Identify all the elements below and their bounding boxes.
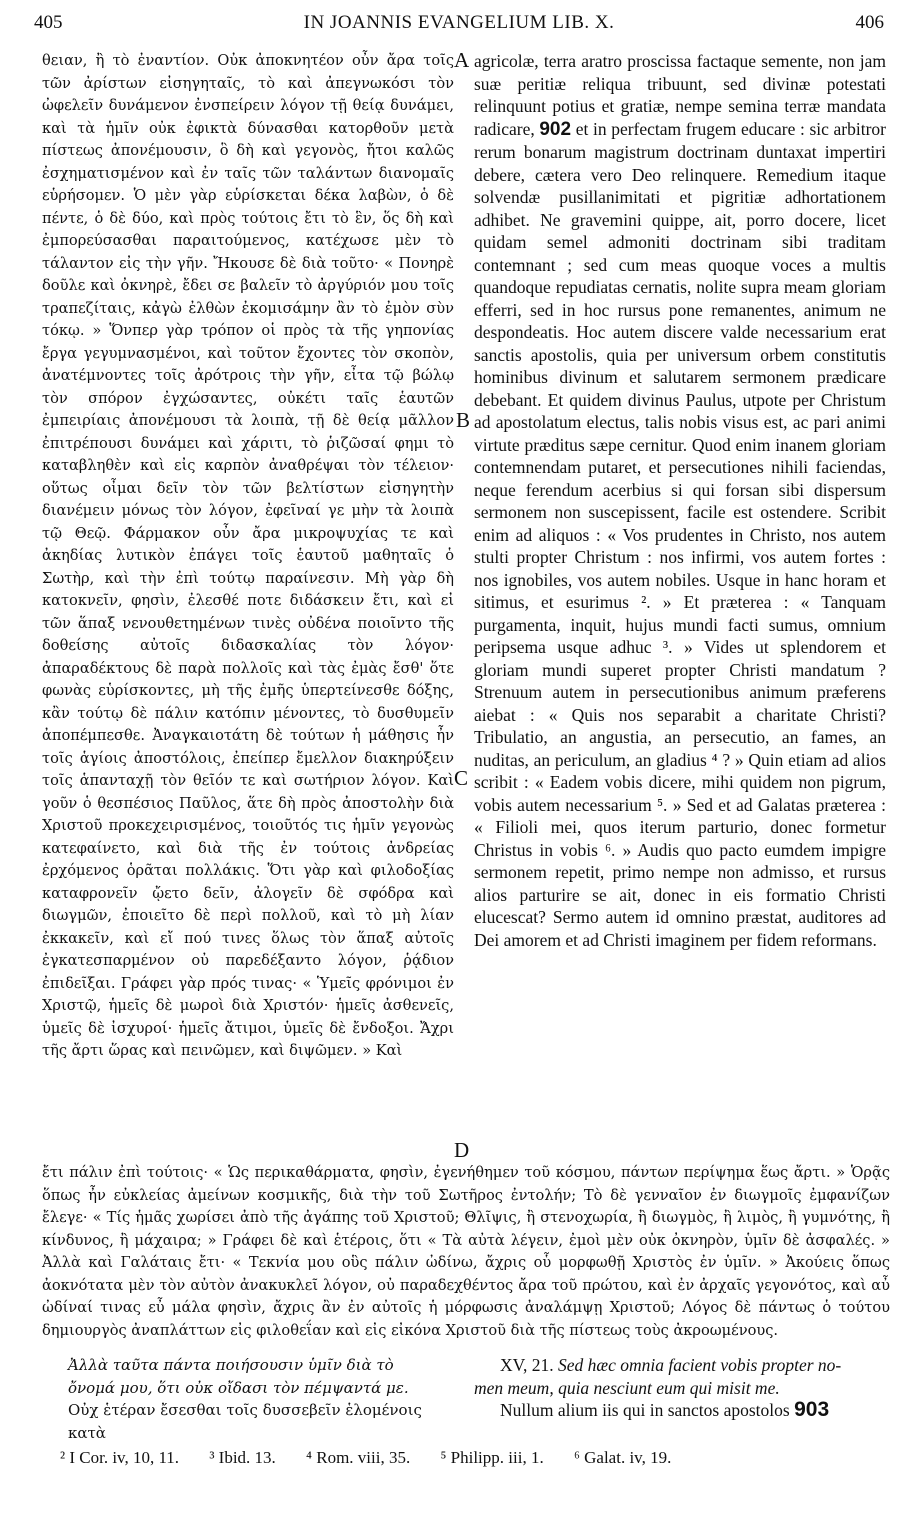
page-number-left: 405 bbox=[34, 12, 63, 33]
column-number-902: 902 bbox=[539, 118, 572, 140]
margin-marker-c: C bbox=[454, 766, 469, 790]
footnote: ³ Ibid. 13. bbox=[209, 1448, 276, 1467]
column-number-903: 903 bbox=[794, 1398, 830, 1421]
lemma-latin-line-1 bbox=[474, 1354, 886, 1377]
footnote: ⁵ Philipp. iii, 1. bbox=[440, 1448, 544, 1467]
fullwidth-paragraph: ἔτι πάλιν ἐπὶ τούτοις· « Ὡς περικαθάρματα, φησὶν, ἐγενήθημεν τοῦ κόσμου, πάντων περίψημα ἕως ἄρτι. » Ὁρᾷς ὅπως ἦν εὐκλείας ἀμείνων κοσμικῆς, διὰ τὴν τοῦ Σωτῆρος ἐντολήν; Τὸ δὲ γενναῖον ἐν διωγμοῖς ἐμφανίζων ἔλεγε· « Τίς ἡμᾶς χωρίσει ἀπὸ τῆς ἀγάπης τοῦ Χριστοῦ; Θλῖψις, ἢ στενοχωρία, ἢ διωγμὸς, ἢ λιμὸς, ἢ γυμνότης, ἢ κίνδυνος, ἢ μάχαιρα; » Γράφει δὲ καὶ ἑτέροις, ὅτι « Τὰ αὐτὰ λέγειν, ἐμοὶ μὲν οὐκ ὀκνηρὸν, ὑμῖν δὲ ἀσφαλές. » Ἀλλὰ καὶ Γαλάταις ἔτι· « Τεκνία μου οὓς πάλιν ὠδίνω, ἄχρις οὗ μορφωθῇ Χριστὸς ἐν ὑμῖν. » Ἀκούεις ὅπως ἀοκνότατα μὲν τὸν αὐτὸν ἀνακυκλεῖ λόγον, οὐ παραδεχθέντος ἄρα τοῦ πρώτου, καὶ ἐν ἀρχαῖς γεγονότος, καὶ αὖ ὠδίναί τινας εὖ μάλα φησὶν, ἄχρις ἂν ἐν αὐτοῖς ἡ μόρφωσις ἀναλάμψῃ Χριστοῦ; Λόγος δὲ πάντως ὁ τούτου δημιουργὸς ἀναπλάττων εἰς φιλοθεΐαν καὶ εἰς εἰκόνα Χριστοῦ διὰ τῆς πίστεως τοὺς ἀκροωμένους. bbox=[42, 1164, 890, 1339]
footnote: ⁴ Rom. viii, 35. bbox=[306, 1448, 411, 1467]
footnote: ² I Cor. iv, 10, 11. bbox=[60, 1448, 180, 1467]
lemma-greek-continuation: Οὐχ ἑτέραν ἔσεσθαι τοῖς δυσσεβεῖν ἑλομένοις κατὰ bbox=[68, 1401, 422, 1442]
lemma-greek-quote-line-2: ὄνομά μου, ὅτι οὐκ οἴδασι τὸν πέμψαντά με. bbox=[68, 1378, 409, 1397]
greek-column-text: θειαν, ἢ τὸ ἐναντίον. Οὐκ ἀποκνητέον οὖν ἄρα τοῖς τῶν ἀρίστων εἰσηγηταῖς, τὸ καὶ ἀπεγνωκόσι τὸν ὠφελεῖν δυνάμενον ἐνσπείρειν λόγον τῇ θείᾳ δυνάμει, καὶ τὰ ἡμῖν οὐκ ἐφικτὰ δύνασθαι κατορθοῦν μετὰ πίστεως ἀπονέμουσιν, ὃ δὴ καὶ γεγονὸς, ἤτοι καλῶς ἐσχηματισμένον καὶ ἐν ταῖς τῶν ταλάντων διανομαῖς εὑρήσομεν. Ὁ μὲν γὰρ εὑρίσκεται δέκα λαβὼν, ὁ δὲ πέντε, ὁ δὲ δύο, καὶ πρὸς τούτοις ἔτι τὸ ἓν, ὅς δὴ καὶ ἐμπορεύσασθαι παραιτούμενος, κατέχωσε μὲν τὸ τάλαντον εἰς τὴν γῆν. Ἤκουσε δὲ διὰ τοῦτο· « Πονηρὲ δοῦλε καὶ ὀκνηρὲ, ἔδει σε βαλεῖν τὸ ἀργύριόν μου τοῖς τραπεζίταις, κἀγὼ ἐλθὼν ἐκομισάμην ἂν τὸ ἐμὸν σὺν τόκῳ. » Ὅνπερ γὰρ τρόπον οἱ πρὸς τὰ τῆς γηπονίας ἔργα γεγυμνασμένοι, καὶ τοῦτον ἔχοντες τὸν σκοπὸν, ἀνατέμνοντες τοῖς ἀρότροις τὴν γῆν, εἶτα τῷ βώλῳ τὸν σπόρον ἐγχώσαντες, οὐκέτι ταῖς ἑαυτῶν ἐμπειρίαις ἀπονέμουσι τὰ λοιπὰ, τῇ δὲ θείᾳ μᾶλλον ἐπιτρέπουσι δυνάμει καὶ χάριτι, τὸ ῥιζῶσαί φημι τὸ καταβληθὲν καὶ εἰς καρπὸν ἀναθρέψαι τὸν τέλειον· οὕτως οἶμαι δεῖν τὸν τῶν βελτίστων εἰσηγητὴν διανέμειν μόνως τὸν λόγον, ἐφεῖναί γε μὴν τὰ λοιπὰ τῷ Θεῷ. Φάρμακον οὖν ἄρα μικροψυχίας τε καὶ ἀκηδίας λυτικὸν ἐπάγει τοῖς ἑαυτοῦ μαθηταῖς ὁ Σωτὴρ, καὶ τὴν ἐπὶ τούτῳ παραίνεσιν. Μὴ γὰρ δὴ κατοκνεῖν, φησὶν, ἐλεσθέ ποτε διδάσκειν ἔτι, καὶ εἰ τῶν ἅπαξ νενουθετημένων τινὲς οὐδένα ποιοῖντο τῆς δοθείσης αὐτοῖς διδασκαλίας τὸν λόγον· ἀπαραδέκτους δὲ παρὰ πολλοῖς καὶ τὰς ἐμὰς ἔσθ' ὅτε φωνὰς εὑρίσκοντες, μὴ τῆς ἐμῆς ὑπερτείνεσθε δόξης, κἂν τούτῳ δὲ πάλιν κατόπιν μένοντες, τὸ δυσθυμεῖν ἀποπέμπεσθε. Ἀναγκαιοτάτη δὲ τούτων ἡ μάθησις ἦν τοῖς ἁγίοις ἀποστόλοις, ἐπείπερ ἔμελλον διακηρύξειν τοῖς ἁπανταχῇ τὸν θεῖόν τε καὶ σωτήριον λόγον. Καὶ γοῦν ὁ θεσπέσιος Παῦλος, ἅτε δὴ πρὸς ἀποστολὴν διὰ Χριστοῦ προκεχειρισμένος, τοιοῦτός τις ἡμῖν γεγονὼς κατεφαίνετο, καὶ διὰ τῆς ἐν τούτοις ἀνδρείας ἐρχόμενος ὁρᾶται πολλάκις. Ὅτι γὰρ καὶ φιλοδοξίας καταφρονεῖν ᾤετο δεῖν, ἀλογεῖν δὲ σφόδρα καὶ διωγμῶν, ἐποιεῖτο δὲ περὶ πολλοῦ, καὶ τὸ μὴ λίαν ἐκκακεῖν, καὶ εἴ πού τινες ὅλως τὸν ἅπαξ αὐτοῖς ἐγκατεσπαρμένον οὐ παρεδέξαντο λόγον, ῥᾴδιον ἐπιδεῖξαι. Γράφει γὰρ πρός τινας· « Ὑμεῖς φρόνιμοι ἐν Χριστῷ, ἡμεῖς δὲ μωροὶ διὰ Χριστόν· ἡμεῖς ἀσθενεῖς, ὑμεῖς δὲ ἰσχυροί· ἡμεῖς ἄτιμοι, ὑμεῖς δὲ ἔνδοξοι. Ἄχρι τῆς ἄρτι ὥρας καὶ πεινῶμεν, καὶ διψῶμεν. » Καὶ bbox=[42, 52, 454, 1059]
latin-column bbox=[474, 50, 886, 951]
running-title: IN JOANNIS EVANGELIUM LIB. X. bbox=[303, 12, 615, 33]
margin-marker-d: D bbox=[454, 1138, 470, 1162]
lemma-latin-line-3 bbox=[474, 1399, 886, 1422]
latin-text-part-2: et in perfectam frugem educare : sic arbitror rerum bonarum magistrum doctrinam duntaxat impertiri debere, cætera vero Deo relinquere. Remedium itaque solvendæ pusillanimitati et pigritiæ adhortationem adhibet. Ne gravemini quippe, ait, porro docere, licet quidam semel admoniti doctrinam sibi traditam contemnant ; sed cum meas quoque voces a multis quandoque repudiatas cernatis, nolite supra meam gloriam efferri, sed in hoc rursus pone remanentes, animum ne despondeatis. Hoc autem discere valde necessarium erat sanctis apostolis, quia per universum orbem constitutis hominibus divinum et salutarem sermonem prædicare debebant. Et quidem divinus Paulus, utpote per Christum ad apostolatum electus, talis nobis visus est, ac pari animi virtute præditus sæpe cernitur. Quod enim inanem gloriam contemnendam putaret, et persecutiones nihili faciendas, neque ferendum acerbius si qui forsan sibi dispersum sermonem non suscepissent, facile est ostendere. Scribit enim ad aliquos : « Vos prudentes in Christo, nos autem stulti propter Christum : nos infirmi, vos autem fortes : nos ignobiles, vos autem nobiles. Usque in hanc horam et sitimus, et esurimus ². » Et præterea : « Tanquam purgamenta, inquit, hujus mundi facti sumus, omnium peripsema usque adhuc ³. » Vides ut splendorem et gloriam mundi superet propter Christi mandatum ? Strenuum autem in persecutionibus animum præferens aiebat : « Quis nos separabit a charitate Christi? Tribulatio, an angustia, an persecutio, an fames, an nuditas, an periculum, an gladius ⁴ ? » Quin etiam ad alios scribit : « Eadem vobis dicere, mihi quidem non pigrum, vobis autem necessarium ⁵. » Sed et ad Galatas præterea : « Filioli mei, quos iterum parturio, donec formetur Christus in vobis ⁶. » Audis quo pacto eumdem impigre sermonem repetit, primo nempe non admisso, et rursus alios parturire se ait, donec in eis formatio Christi elucescat? Sermo autem id omnino præstat, auditores ad Dei amorem et ad Christi imaginem per fidem reformans. bbox=[474, 118, 887, 950]
latin-column-paragraph bbox=[474, 50, 886, 951]
footnotes bbox=[60, 1448, 890, 1468]
lemma-latin-reference: XV, 21. bbox=[500, 1355, 554, 1375]
latin-text-part-1: agricolæ, terra aratro proscissa factaque semente, non jam suæ peritiæ reliqua tribuunt, sed divinæ potestati relinquunt potius et gratiæ, nempe semina terræ mandata radicare, bbox=[474, 51, 886, 139]
lemma-latin-quote-line-1: Sed hæc omnia facient vobis propter no- bbox=[558, 1355, 842, 1375]
greek-column bbox=[42, 50, 454, 1063]
lemma-latin-continuation: Nullum alium iis qui in sanctos apostolos bbox=[500, 1400, 790, 1420]
running-header bbox=[34, 10, 884, 44]
lemma-latin bbox=[474, 1354, 886, 1422]
page-number-right: 406 bbox=[855, 12, 884, 33]
margin-marker-b: B bbox=[456, 408, 471, 432]
lemma-greek-quote-line-1: Ἀλλὰ ταῦτα πάντα ποιήσουσιν ὑμῖν διὰ τὸ bbox=[68, 1356, 394, 1374]
lemma-latin-quote-line-2: men meum, quia nesciunt eum qui misit me. bbox=[474, 1377, 780, 1398]
fullwidth-greek-text bbox=[42, 1162, 890, 1342]
lemma-greek bbox=[42, 1354, 454, 1444]
margin-marker-a: A bbox=[454, 48, 470, 72]
footnote: ⁶ Galat. iv, 19. bbox=[573, 1448, 672, 1467]
